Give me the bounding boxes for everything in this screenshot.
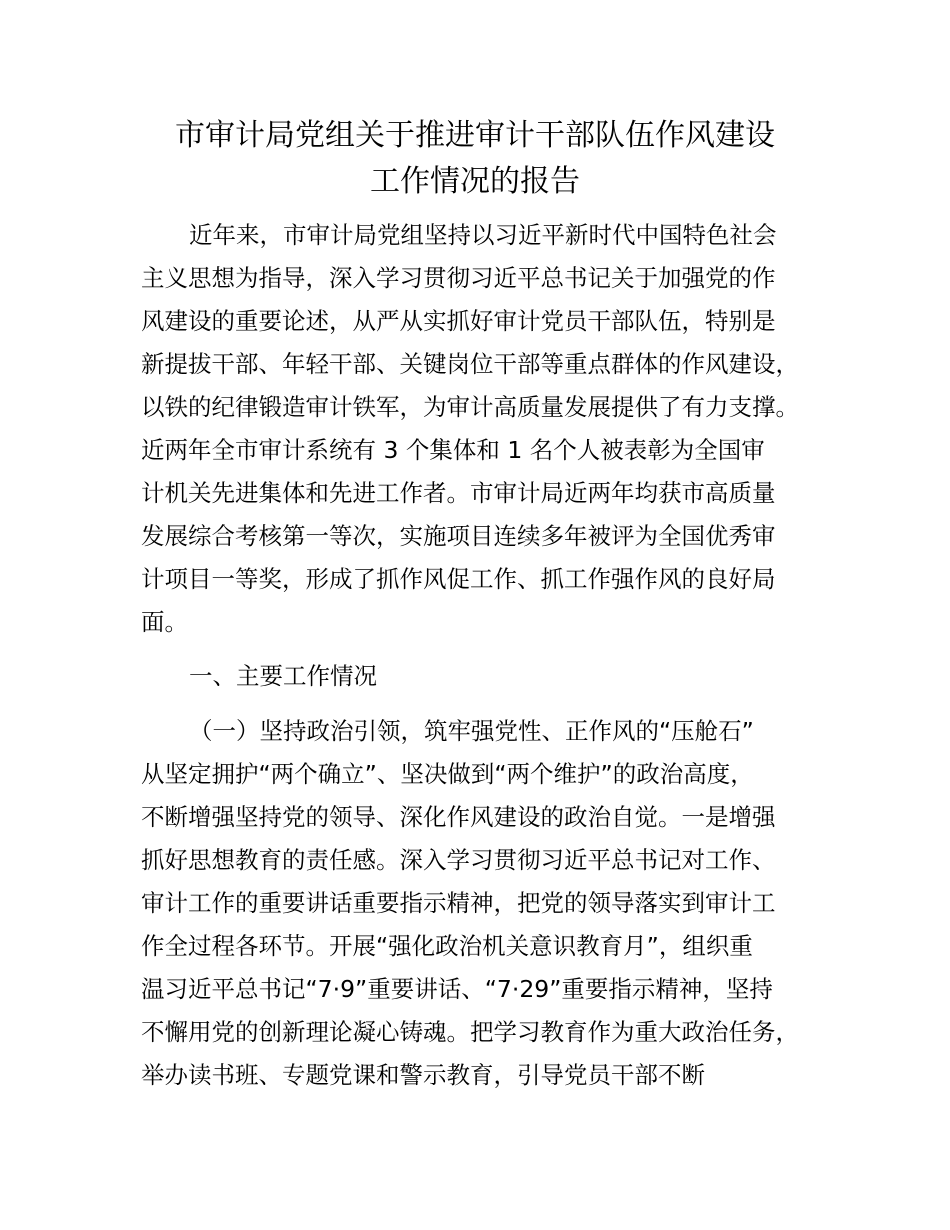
paragraph-line: 计机关先进集体和先进工作者。市审计局近两年均获市高质量 — [141, 479, 776, 507]
paragraph-line: 抓好思想教育的责任感。深入学习贯彻习近平总书记对工作、 — [141, 846, 776, 874]
paragraph-line: 不断增强坚持党的领导、深化作风建设的政治自觉。一是增强 — [141, 803, 776, 831]
paragraph-line: 新提拔干部、年轻干部、关键岗位干部等重点群体的作风建设， — [141, 350, 799, 378]
paragraph-line: 近两年全市审计系统有 3 个集体和 1 名个人被表彰为全国审 — [141, 436, 765, 464]
document-title-line-1: 市审计局党组关于推进审计干部队伍作风建设 — [175, 118, 775, 153]
paragraph-line: 面。 — [141, 608, 188, 636]
paragraph-line: 作全过程各环节。开展“强化政治机关意识教育月”，组织重 — [141, 932, 753, 960]
document-title-line-2: 工作情况的报告 — [370, 164, 580, 199]
paragraph-line: 计项目一等奖，形成了抓作风促工作、抓工作强作风的良好局 — [141, 565, 776, 593]
subsection-heading: （一）坚持政治引领，筑牢强党性、正作风的“压舱石” — [189, 717, 754, 745]
paragraph-line: 主义思想为指导，深入学习贯彻习近平总书记关于加强党的作 — [141, 264, 776, 292]
paragraph-line: 从坚定拥护“两个确立”、坚决做到“两个维护”的政治高度， — [141, 760, 754, 788]
paragraph-line: 以铁的纪律锻造审计铁军，为审计高质量发展提供了有力支撑。 — [141, 393, 799, 421]
paragraph-line: 温习近平总书记“7·9”重要讲话、“7·29”重要指示精神，坚持 — [141, 975, 773, 1003]
paragraph-line: 审计工作的重要讲话重要指示精神，把党的领导落实到审计工 — [141, 889, 776, 917]
paragraph-line: 发展综合考核第一等次，实施项目连续多年被评为全国优秀审 — [141, 522, 776, 550]
paragraph-line: 举办读书班、专题党课和警示教育，引导党员干部不断 — [141, 1061, 705, 1089]
section-heading: 一、主要工作情况 — [189, 662, 377, 690]
paragraph-line: 风建设的重要论述，从严从实抓好审计党员干部队伍，特别是 — [141, 307, 776, 335]
paragraph-line: 不懈用党的创新理论凝心铸魂。把学习教育作为重大政治任务， — [141, 1018, 799, 1046]
paragraph-line: 近年来，市审计局党组坚持以习近平新时代中国特色社会 — [189, 221, 777, 249]
